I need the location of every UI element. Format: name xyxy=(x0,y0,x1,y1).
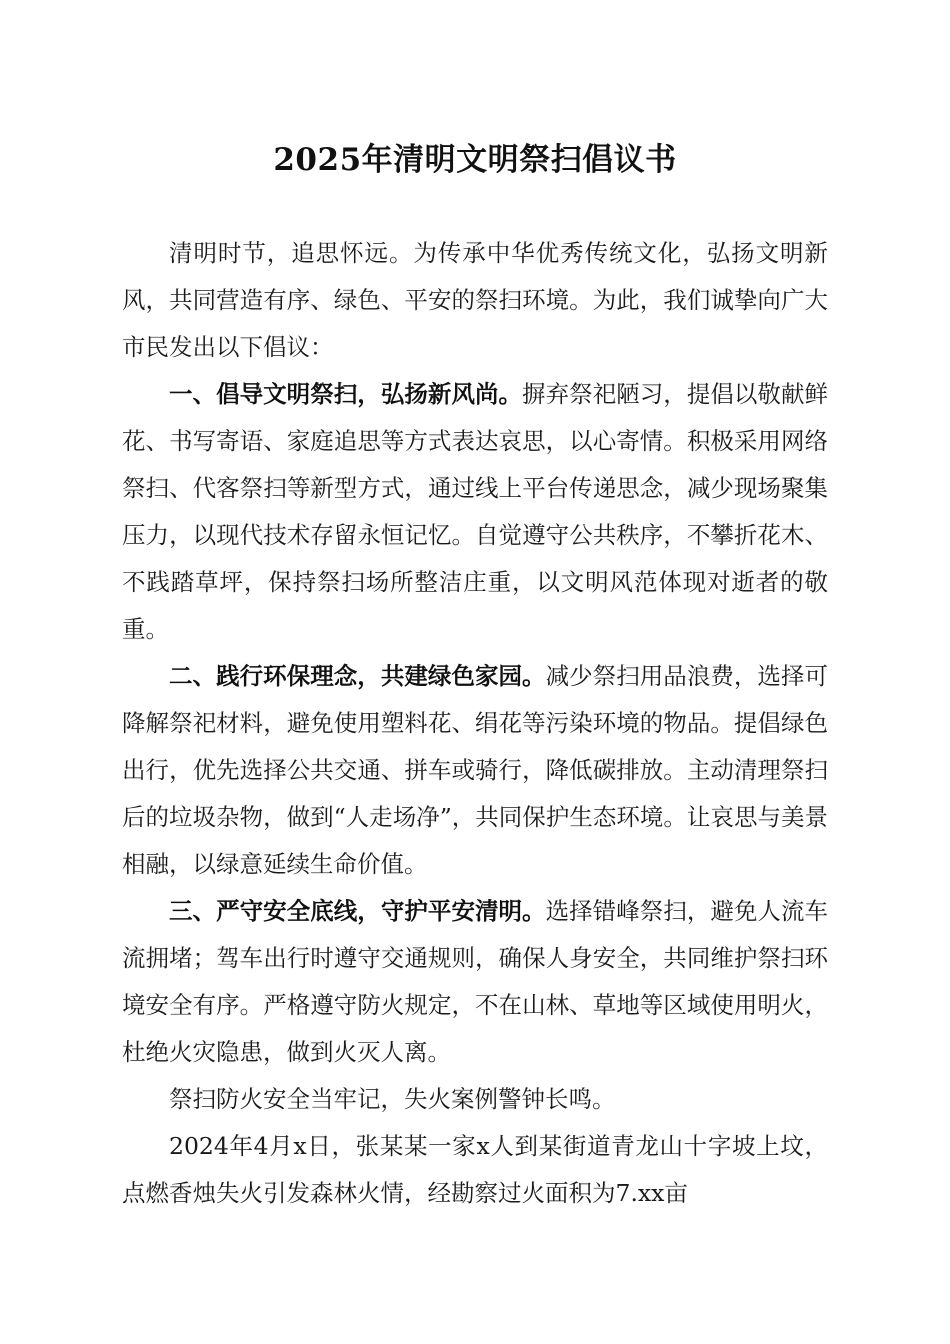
section-heading-3: 三、严守安全底线，守护平安清明。 xyxy=(169,897,546,925)
section-heading-2: 二、践行环保理念，共建绿色家园。 xyxy=(169,662,546,690)
section-paragraph-1 xyxy=(122,371,828,653)
case-paragraph: 2024年4月x日，张某某一家x人到某街道青龙山十字坡上坟，点燃香烛失火引发森林火情，经勘察过火面积为7.xx亩 xyxy=(122,1132,828,1207)
document-title: 2025年清明文明祭扫倡议书 xyxy=(273,142,677,178)
warning-paragraph: 祭扫防火安全当牢记，失火案例警钟长鸣。 xyxy=(169,1085,616,1113)
section-text-3: 选择错峰祭扫，避免人流车流拥堵；驾车出行时遵守交通规则，确保人身安全，共同维护祭扫环境安全有序。严格遵守防火规定，不在山林、草地等区域使用明火，杜绝火灾隐患，做到火灭人离。 xyxy=(122,897,829,1066)
intro-paragraph: 清明时节，追思怀远。为传承中华优秀传统文化，弘扬文明新风，共同营造有序、绿色、平安的祭扫环境。为此，我们诚挚向广大市民发出以下倡议： xyxy=(122,239,828,361)
section-paragraph-2 xyxy=(122,653,828,888)
section-text-2: 减少祭扫用品浪费，选择可降解祭祀材料，避免使用塑料花、绢花等污染环境的物品。提倡绿色出行，优先选择公共交通、拼车或骑行，降低碳排放。主动清理祭扫后的垃圾杂物，做到“人走场净”，共同保护生态环境。让哀思与美景相融，以绿意延续生命价值。 xyxy=(122,662,829,878)
section-paragraph-3 xyxy=(122,888,828,1076)
section-text-1: 摒弃祭祀陋习，提倡以敬献鲜花、书写寄语、家庭追思等方式表达哀思，以心寄情。积极采用网络祭扫、代客祭扫等新型方式，通过线上平台传递思念，减少现场聚集压力，以现代技术存留永恒记忆。自觉遵守公共秩序，不攀折花木、不践踏草坪，保持祭扫场所整洁庄重，以文明风范体现对逝者的敬重。 xyxy=(122,380,829,643)
document-body xyxy=(122,230,828,1217)
section-heading-1: 一、倡导文明祭扫，弘扬新风尚。 xyxy=(169,380,523,408)
